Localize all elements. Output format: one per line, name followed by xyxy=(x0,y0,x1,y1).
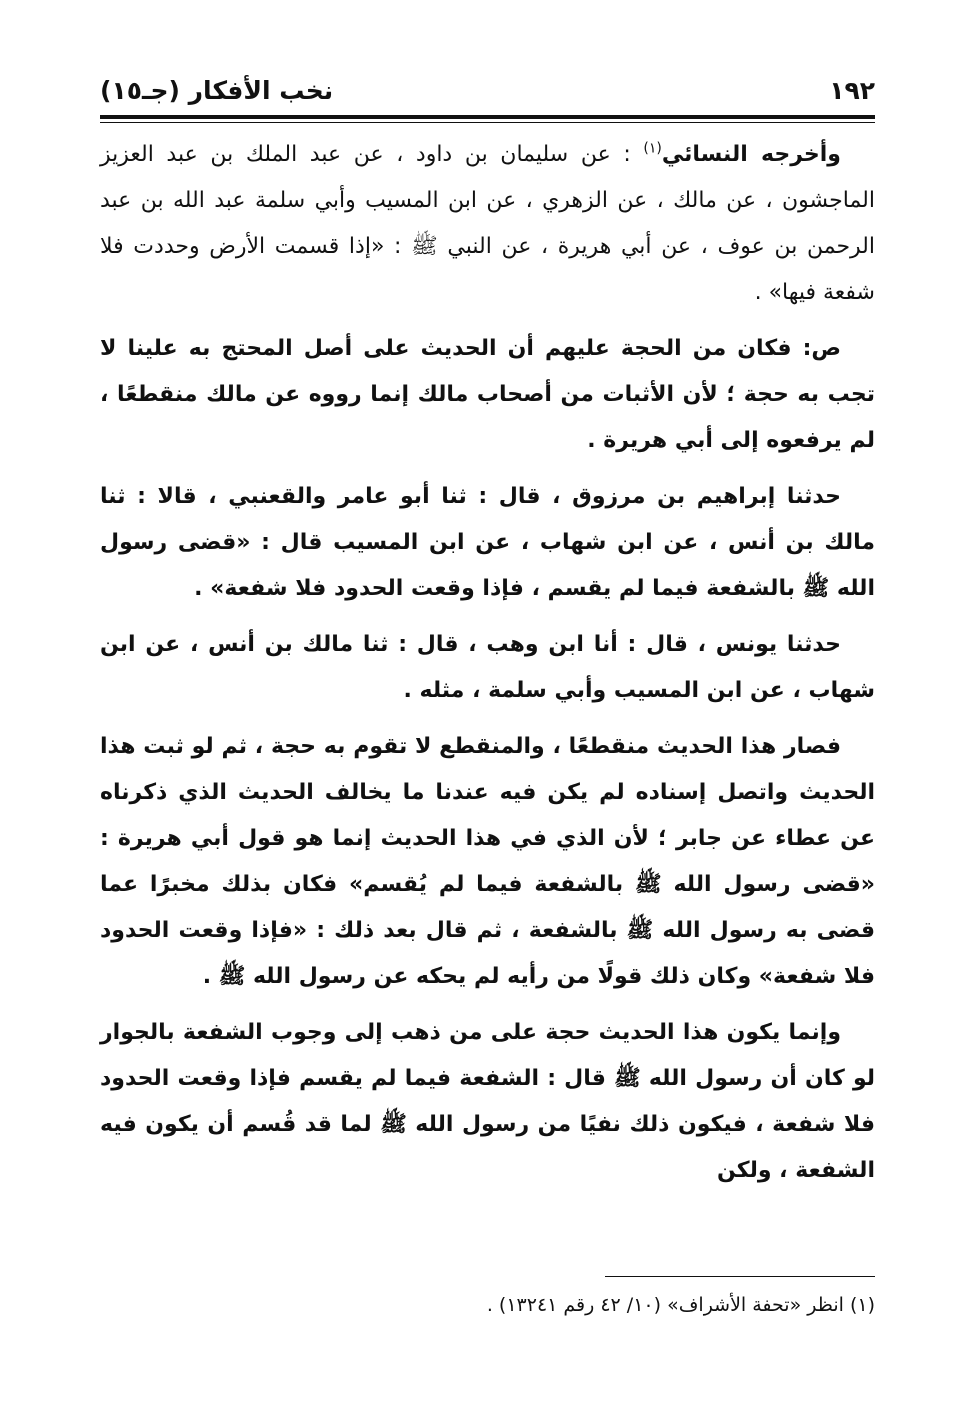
paragraph-6: وإنما يكون هذا الحديث حجة على من ذهب إلى وجوب الشفعة بالجوار لو كان أن رسول الله ﷺ قال : الشفعة فيما لم يقسم فإذا وقعت الحدود فلا شفعة ، فيكون ذلك نفيًا من رسول الله ﷺ لما قد قُسم أن يكون فيه الشفعة ، ولكن xyxy=(100,1020,875,1183)
book-title: نخب الأفكار (جـ١٥) xyxy=(100,75,334,105)
paragraph-1-text: : عن سليمان بن داود ، عن عبد الملك بن عبد العزيز الماجشون ، عن مالك ، عن الزهري ، عن ابن المسيب وأبي سلمة عبد الله بن عبد الرحمن بن عوف ، عن أبي هريرة ، عن النبي ﷺ : «إذا قسمت الأرض وحددت فلا شفعة فيها» . xyxy=(100,142,875,305)
paragraph-1 xyxy=(100,132,875,316)
main-text xyxy=(100,132,875,1204)
footnote-ref: (١) xyxy=(643,140,662,157)
footnote-rule xyxy=(605,1276,875,1277)
footnote: (١) انظر «تحفة الأشراف» (١٠/ ٤٢ رقم ١٣٢٤١) . xyxy=(486,1294,875,1316)
header-rule-thin xyxy=(100,122,875,123)
paragraph-5: فصار هذا الحديث منقطعًا ، والمنقطع لا تقوم به حجة ، ثم لو ثبت هذا الحديث واتصل إسناده لم يكن فيه عندنا ما يخالف الحديث الذي ذكرناه عن عطاء عن جابر ؛ لأن الذي في هذا الحديث إنما هو قول أبي هريرة : «قضى رسول الله ﷺ بالشفعة فيما لم يُقسم» فكان بذلك مخبرًا عما قضى به رسول الله ﷺ بالشفعة ، ثم قال بعد ذلك : «فإذا وقعت الحدود فلا شفعة» وكان ذلك قولًا من رأيه لم يحكه عن رسول الله ﷺ . xyxy=(100,734,875,989)
header-rule xyxy=(100,115,875,119)
page-number: ١٩٢ xyxy=(829,75,875,105)
paragraph-3: حدثنا إبراهيم بن مرزوق ، قال : ثنا أبو عامر والقعنبي ، قالا : ثنا مالك بن أنس ، عن ابن شهاب ، عن ابن المسيب قال : «قضى رسول الله ﷺ بالشفعة فيما لم يقسم ، فإذا وقعت الحدود فلا شفعة» . xyxy=(100,484,875,601)
paragraph-4: حدثنا يونس ، قال : أنا ابن وهب ، قال : ثنا مالك بن أنس ، عن ابن شهاب ، عن ابن المسيب وأبي سلمة ، مثله . xyxy=(100,632,875,703)
paragraph-2: ص: فكان من الحجة عليهم أن الحديث على أصل المحتج به علينا لا تجب به حجة ؛ لأن الأثبات من أصحاب مالك إنما رووه عن مالك منقطعًا ، لم يرفعوه إلى أبي هريرة . xyxy=(100,336,875,453)
paragraph-1-lead: وأخرجه النسائي xyxy=(661,142,841,167)
page-header xyxy=(100,70,875,110)
